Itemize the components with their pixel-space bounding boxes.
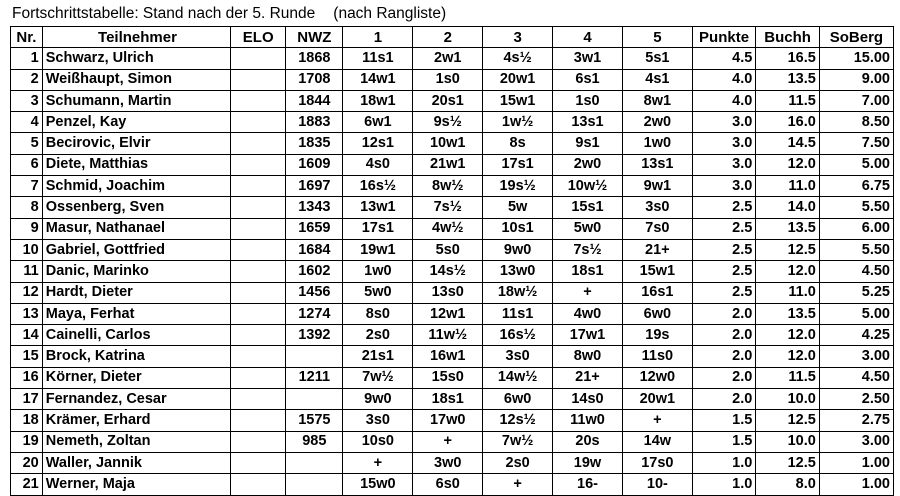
cell-round-4: 11w0: [553, 410, 623, 431]
table-row: [11, 154, 894, 175]
cell-nwz: 1708: [286, 69, 343, 90]
table-row: [11, 133, 894, 154]
column-header-name: Teilnehmer: [42, 27, 230, 48]
column-header-nr: Nr.: [11, 27, 43, 48]
cell-nr: 20: [11, 452, 43, 473]
cell-round-3: 8s: [483, 133, 553, 154]
cell-round-1: 18w1: [343, 90, 413, 111]
cell-name: Masur, Nathanael: [42, 218, 230, 239]
cell-round-4: 10w½: [553, 176, 623, 197]
cell-round-2: 9s½: [413, 112, 483, 133]
cell-nr: 1: [11, 48, 43, 69]
table-body: [11, 48, 894, 495]
cell-round-5: 21+: [622, 239, 692, 260]
cell-nr: 11: [11, 261, 43, 282]
cell-elo: [231, 389, 286, 410]
table-row: [11, 367, 894, 388]
cell-name: Weißhaupt, Simon: [42, 69, 230, 90]
cell-round-5: 4s1: [622, 69, 692, 90]
cell-punkte: 4.0: [692, 90, 756, 111]
cell-round-1: 13w1: [343, 197, 413, 218]
cell-elo: [231, 303, 286, 324]
cell-soberg: 7.50: [819, 133, 893, 154]
cell-round-4: 14s0: [553, 389, 623, 410]
table-row: [11, 197, 894, 218]
cell-round-2: 10w1: [413, 133, 483, 154]
cell-round-3: 7w½: [483, 431, 553, 452]
table-row: [11, 303, 894, 324]
cell-nr: 14: [11, 325, 43, 346]
cell-buchh: 12.0: [756, 154, 820, 175]
standings-table: [10, 26, 894, 496]
cell-punkte: 1.0: [692, 452, 756, 473]
cell-soberg: 9.00: [819, 69, 893, 90]
column-header-buchh: Buchh: [756, 27, 820, 48]
cell-nwz: 1602: [286, 261, 343, 282]
cell-round-4: 4w0: [553, 303, 623, 324]
column-header-round-1: 1: [343, 27, 413, 48]
cell-nwz: 1659: [286, 218, 343, 239]
cell-name: Fernandez, Cesar: [42, 389, 230, 410]
cell-soberg: 5.25: [819, 282, 893, 303]
cell-nr: 21: [11, 474, 43, 495]
cell-soberg: 7.00: [819, 90, 893, 111]
cell-round-3: 19s½: [483, 176, 553, 197]
cell-round-5: 7s0: [622, 218, 692, 239]
cell-round-3: 16s½: [483, 325, 553, 346]
cell-buchh: 12.0: [756, 346, 820, 367]
cell-elo: [231, 48, 286, 69]
table-row: [11, 176, 894, 197]
cell-buchh: 8.0: [756, 474, 820, 495]
cell-nwz: 1456: [286, 282, 343, 303]
cell-punkte: 2.0: [692, 367, 756, 388]
table-row: [11, 474, 894, 495]
table-row: [11, 69, 894, 90]
cell-round-3: 2s0: [483, 452, 553, 473]
cell-round-4: 19w: [553, 452, 623, 473]
cell-round-4: 3w1: [553, 48, 623, 69]
cell-nwz: [286, 452, 343, 473]
cell-punkte: 2.5: [692, 261, 756, 282]
cell-round-1: 17s1: [343, 218, 413, 239]
cell-round-5: 13s1: [622, 154, 692, 175]
cell-punkte: 3.0: [692, 112, 756, 133]
cell-round-1: +: [343, 452, 413, 473]
table-row: [11, 239, 894, 260]
cell-nr: 2: [11, 69, 43, 90]
cell-name: Danic, Marinko: [42, 261, 230, 282]
table-row: [11, 282, 894, 303]
cell-nwz: 1868: [286, 48, 343, 69]
cell-round-4: 16-: [553, 474, 623, 495]
cell-name: Schumann, Martin: [42, 90, 230, 111]
cell-elo: [231, 239, 286, 260]
cell-elo: [231, 452, 286, 473]
cell-round-2: 11w½: [413, 325, 483, 346]
cell-round-3: 17s1: [483, 154, 553, 175]
cell-nwz: 1835: [286, 133, 343, 154]
cell-name: Becirovic, Elvir: [42, 133, 230, 154]
cell-round-4: 9s1: [553, 133, 623, 154]
cell-buchh: 10.0: [756, 389, 820, 410]
cell-round-5: 5s1: [622, 48, 692, 69]
cell-round-3: 10s1: [483, 218, 553, 239]
cell-round-1: 7w½: [343, 367, 413, 388]
cell-soberg: 1.00: [819, 452, 893, 473]
cell-round-3: 4s½: [483, 48, 553, 69]
cell-punkte: 3.0: [692, 154, 756, 175]
cell-round-5: 11s0: [622, 346, 692, 367]
cell-soberg: 2.75: [819, 410, 893, 431]
cell-nr: 17: [11, 389, 43, 410]
cell-punkte: 2.5: [692, 282, 756, 303]
table-row: [11, 112, 894, 133]
column-header-round-3: 3: [483, 27, 553, 48]
cell-round-5: 20w1: [622, 389, 692, 410]
cell-round-3: 1w½: [483, 112, 553, 133]
cell-soberg: 4.50: [819, 367, 893, 388]
cell-nr: 7: [11, 176, 43, 197]
page-title-note: (nach Rangliste): [333, 5, 447, 22]
cell-name: Hardt, Dieter: [42, 282, 230, 303]
cell-round-5: 12w0: [622, 367, 692, 388]
cell-round-5: 15w1: [622, 261, 692, 282]
cell-name: Schmid, Joachim: [42, 176, 230, 197]
cell-round-2: 1s0: [413, 69, 483, 90]
cell-nwz: 985: [286, 431, 343, 452]
cell-elo: [231, 176, 286, 197]
cell-round-5: 10-: [622, 474, 692, 495]
cell-soberg: 1.00: [819, 474, 893, 495]
cell-round-2: 6s0: [413, 474, 483, 495]
cell-buchh: 10.0: [756, 431, 820, 452]
cell-round-3: 18w½: [483, 282, 553, 303]
table-row: [11, 325, 894, 346]
table-row: [11, 410, 894, 431]
cell-nr: 3: [11, 90, 43, 111]
cell-elo: [231, 218, 286, 239]
cell-round-4: 2w0: [553, 154, 623, 175]
cell-nr: 9: [11, 218, 43, 239]
cell-nr: 18: [11, 410, 43, 431]
cell-punkte: 2.0: [692, 325, 756, 346]
cell-name: Gabriel, Gottfried: [42, 239, 230, 260]
cell-round-1: 3s0: [343, 410, 413, 431]
cell-round-2: 13s0: [413, 282, 483, 303]
cell-round-1: 11s1: [343, 48, 413, 69]
cell-nwz: 1684: [286, 239, 343, 260]
cell-nwz: [286, 389, 343, 410]
cell-nr: 13: [11, 303, 43, 324]
cell-round-2: 3w0: [413, 452, 483, 473]
table-row: [11, 452, 894, 473]
cell-round-3: 3s0: [483, 346, 553, 367]
cell-punkte: 1.5: [692, 410, 756, 431]
cell-round-2: 8w½: [413, 176, 483, 197]
cell-round-1: 1w0: [343, 261, 413, 282]
cell-round-5: 14w: [622, 431, 692, 452]
cell-round-5: 6w0: [622, 303, 692, 324]
column-header-nwz: NWZ: [286, 27, 343, 48]
cell-elo: [231, 261, 286, 282]
cell-nr: 15: [11, 346, 43, 367]
column-header-round-2: 2: [413, 27, 483, 48]
column-header-round-4: 4: [553, 27, 623, 48]
cell-round-5: 8w1: [622, 90, 692, 111]
cell-round-5: 1w0: [622, 133, 692, 154]
cell-elo: [231, 325, 286, 346]
cell-name: Penzel, Kay: [42, 112, 230, 133]
cell-round-2: 15s0: [413, 367, 483, 388]
cell-round-3: 13w0: [483, 261, 553, 282]
cell-round-3: +: [483, 474, 553, 495]
cell-round-4: 8w0: [553, 346, 623, 367]
cell-punkte: 1.0: [692, 474, 756, 495]
cell-round-5: 3s0: [622, 197, 692, 218]
cell-round-4: 1s0: [553, 90, 623, 111]
cell-soberg: 5.00: [819, 303, 893, 324]
cell-round-2: 14s½: [413, 261, 483, 282]
cell-round-3: 9w0: [483, 239, 553, 260]
cell-buchh: 12.5: [756, 239, 820, 260]
cell-buchh: 16.0: [756, 112, 820, 133]
cell-name: Waller, Jannik: [42, 452, 230, 473]
cell-round-4: 18s1: [553, 261, 623, 282]
cell-buchh: 14.5: [756, 133, 820, 154]
cell-punkte: 1.5: [692, 431, 756, 452]
cell-name: Ossenberg, Sven: [42, 197, 230, 218]
cell-soberg: 4.50: [819, 261, 893, 282]
cell-round-2: 4w½: [413, 218, 483, 239]
cell-round-2: +: [413, 431, 483, 452]
cell-soberg: 8.50: [819, 112, 893, 133]
cell-punkte: 2.0: [692, 303, 756, 324]
cell-round-1: 14w1: [343, 69, 413, 90]
cell-nwz: 1575: [286, 410, 343, 431]
cell-buchh: 11.5: [756, 90, 820, 111]
cell-round-1: 19w1: [343, 239, 413, 260]
cell-nr: 6: [11, 154, 43, 175]
cell-punkte: 4.5: [692, 48, 756, 69]
cell-name: Cainelli, Carlos: [42, 325, 230, 346]
cell-round-3: 20w1: [483, 69, 553, 90]
cell-nwz: 1609: [286, 154, 343, 175]
cell-round-4: 7s½: [553, 239, 623, 260]
cell-nwz: [286, 346, 343, 367]
cell-nr: 10: [11, 239, 43, 260]
cell-name: Schwarz, Ulrich: [42, 48, 230, 69]
cell-round-3: 11s1: [483, 303, 553, 324]
table-row: [11, 48, 894, 69]
cell-elo: [231, 431, 286, 452]
cell-soberg: 6.75: [819, 176, 893, 197]
cell-buchh: 11.0: [756, 282, 820, 303]
cell-punkte: 3.0: [692, 133, 756, 154]
cell-nwz: 1211: [286, 367, 343, 388]
cell-soberg: 2.50: [819, 389, 893, 410]
cell-round-1: 15w0: [343, 474, 413, 495]
cell-round-5: +: [622, 410, 692, 431]
cell-name: Diete, Matthias: [42, 154, 230, 175]
cell-name: Krämer, Erhard: [42, 410, 230, 431]
cell-round-3: 12s½: [483, 410, 553, 431]
cell-buchh: 13.5: [756, 69, 820, 90]
cell-punkte: 2.5: [692, 218, 756, 239]
cell-nr: 16: [11, 367, 43, 388]
cell-soberg: 3.00: [819, 346, 893, 367]
page-title-text: Fortschrittstabelle: Stand nach der 5. Runde: [12, 5, 316, 22]
cell-nr: 5: [11, 133, 43, 154]
cell-name: Brock, Katrina: [42, 346, 230, 367]
cell-round-2: 7s½: [413, 197, 483, 218]
cell-punkte: 4.0: [692, 69, 756, 90]
cell-round-5: 2w0: [622, 112, 692, 133]
cell-nwz: 1343: [286, 197, 343, 218]
cell-round-1: 2s0: [343, 325, 413, 346]
cell-punkte: 2.0: [692, 346, 756, 367]
cell-buchh: 13.5: [756, 303, 820, 324]
cell-elo: [231, 69, 286, 90]
cell-round-4: 6s1: [553, 69, 623, 90]
cell-soberg: 15.00: [819, 48, 893, 69]
cell-buchh: 11.5: [756, 367, 820, 388]
cell-elo: [231, 154, 286, 175]
cell-round-1: 9w0: [343, 389, 413, 410]
table-row: [11, 431, 894, 452]
cell-round-2: 18s1: [413, 389, 483, 410]
cell-round-2: 17w0: [413, 410, 483, 431]
cell-name: Maya, Ferhat: [42, 303, 230, 324]
cell-round-4: 13s1: [553, 112, 623, 133]
cell-buchh: 14.0: [756, 197, 820, 218]
cell-buchh: 12.0: [756, 325, 820, 346]
cell-nwz: 1392: [286, 325, 343, 346]
cell-round-2: 5s0: [413, 239, 483, 260]
cell-soberg: 5.50: [819, 239, 893, 260]
cell-soberg: 5.00: [819, 154, 893, 175]
cell-round-2: 21w1: [413, 154, 483, 175]
cell-nr: 4: [11, 112, 43, 133]
cell-round-1: 5w0: [343, 282, 413, 303]
cell-round-3: 6w0: [483, 389, 553, 410]
cell-round-1: 12s1: [343, 133, 413, 154]
cell-round-2: 16w1: [413, 346, 483, 367]
cell-round-5: 17s0: [622, 452, 692, 473]
cell-nr: 8: [11, 197, 43, 218]
cell-buchh: 11.0: [756, 176, 820, 197]
cell-name: Körner, Dieter: [42, 367, 230, 388]
cell-punkte: 2.5: [692, 197, 756, 218]
cell-round-1: 21s1: [343, 346, 413, 367]
cell-soberg: 5.50: [819, 197, 893, 218]
cell-round-4: 17w1: [553, 325, 623, 346]
cell-buchh: 16.5: [756, 48, 820, 69]
cell-elo: [231, 197, 286, 218]
cell-nr: 12: [11, 282, 43, 303]
cell-nr: 19: [11, 431, 43, 452]
cell-buchh: 12.5: [756, 452, 820, 473]
cell-round-1: 10s0: [343, 431, 413, 452]
table-row: [11, 389, 894, 410]
cell-round-1: 6w1: [343, 112, 413, 133]
cell-elo: [231, 282, 286, 303]
cell-buchh: 12.0: [756, 261, 820, 282]
cell-elo: [231, 346, 286, 367]
column-header-soberg: SoBerg: [819, 27, 893, 48]
cell-round-4: 20s: [553, 431, 623, 452]
table-header: [11, 27, 894, 48]
cell-buchh: 13.5: [756, 218, 820, 239]
cell-round-3: 15w1: [483, 90, 553, 111]
cell-elo: [231, 474, 286, 495]
table-row: [11, 218, 894, 239]
cell-round-2: 12w1: [413, 303, 483, 324]
table-row: [11, 346, 894, 367]
cell-nwz: 1274: [286, 303, 343, 324]
cell-round-5: 16s1: [622, 282, 692, 303]
cell-soberg: 4.25: [819, 325, 893, 346]
cell-nwz: [286, 474, 343, 495]
column-header-elo: ELO: [231, 27, 286, 48]
cell-round-2: 20s1: [413, 90, 483, 111]
cell-punkte: 2.5: [692, 239, 756, 260]
cell-round-3: 5w: [483, 197, 553, 218]
table-header-row: [11, 27, 894, 48]
cell-round-3: 14w½: [483, 367, 553, 388]
cell-buchh: 12.5: [756, 410, 820, 431]
cell-round-4: 21+: [553, 367, 623, 388]
column-header-round-5: 5: [622, 27, 692, 48]
cell-punkte: 3.0: [692, 176, 756, 197]
cell-elo: [231, 112, 286, 133]
cell-nwz: 1697: [286, 176, 343, 197]
cell-round-4: 5w0: [553, 218, 623, 239]
cell-round-1: 8s0: [343, 303, 413, 324]
cell-round-1: 16s½: [343, 176, 413, 197]
cell-elo: [231, 133, 286, 154]
cell-soberg: 3.00: [819, 431, 893, 452]
cell-round-2: 2w1: [413, 48, 483, 69]
cell-name: Werner, Maja: [42, 474, 230, 495]
cell-name: Nemeth, Zoltan: [42, 431, 230, 452]
cell-round-5: 19s: [622, 325, 692, 346]
cell-nwz: 1844: [286, 90, 343, 111]
cell-round-1: 4s0: [343, 154, 413, 175]
table-row: [11, 261, 894, 282]
page-title: [10, 4, 896, 26]
cell-elo: [231, 90, 286, 111]
column-header-punkte: Punkte: [692, 27, 756, 48]
cell-soberg: 6.00: [819, 218, 893, 239]
cell-round-5: 9w1: [622, 176, 692, 197]
cell-elo: [231, 410, 286, 431]
cell-round-4: 15s1: [553, 197, 623, 218]
cell-round-4: +: [553, 282, 623, 303]
cell-nwz: 1883: [286, 112, 343, 133]
table-row: [11, 90, 894, 111]
cell-elo: [231, 367, 286, 388]
cell-punkte: 2.0: [692, 389, 756, 410]
